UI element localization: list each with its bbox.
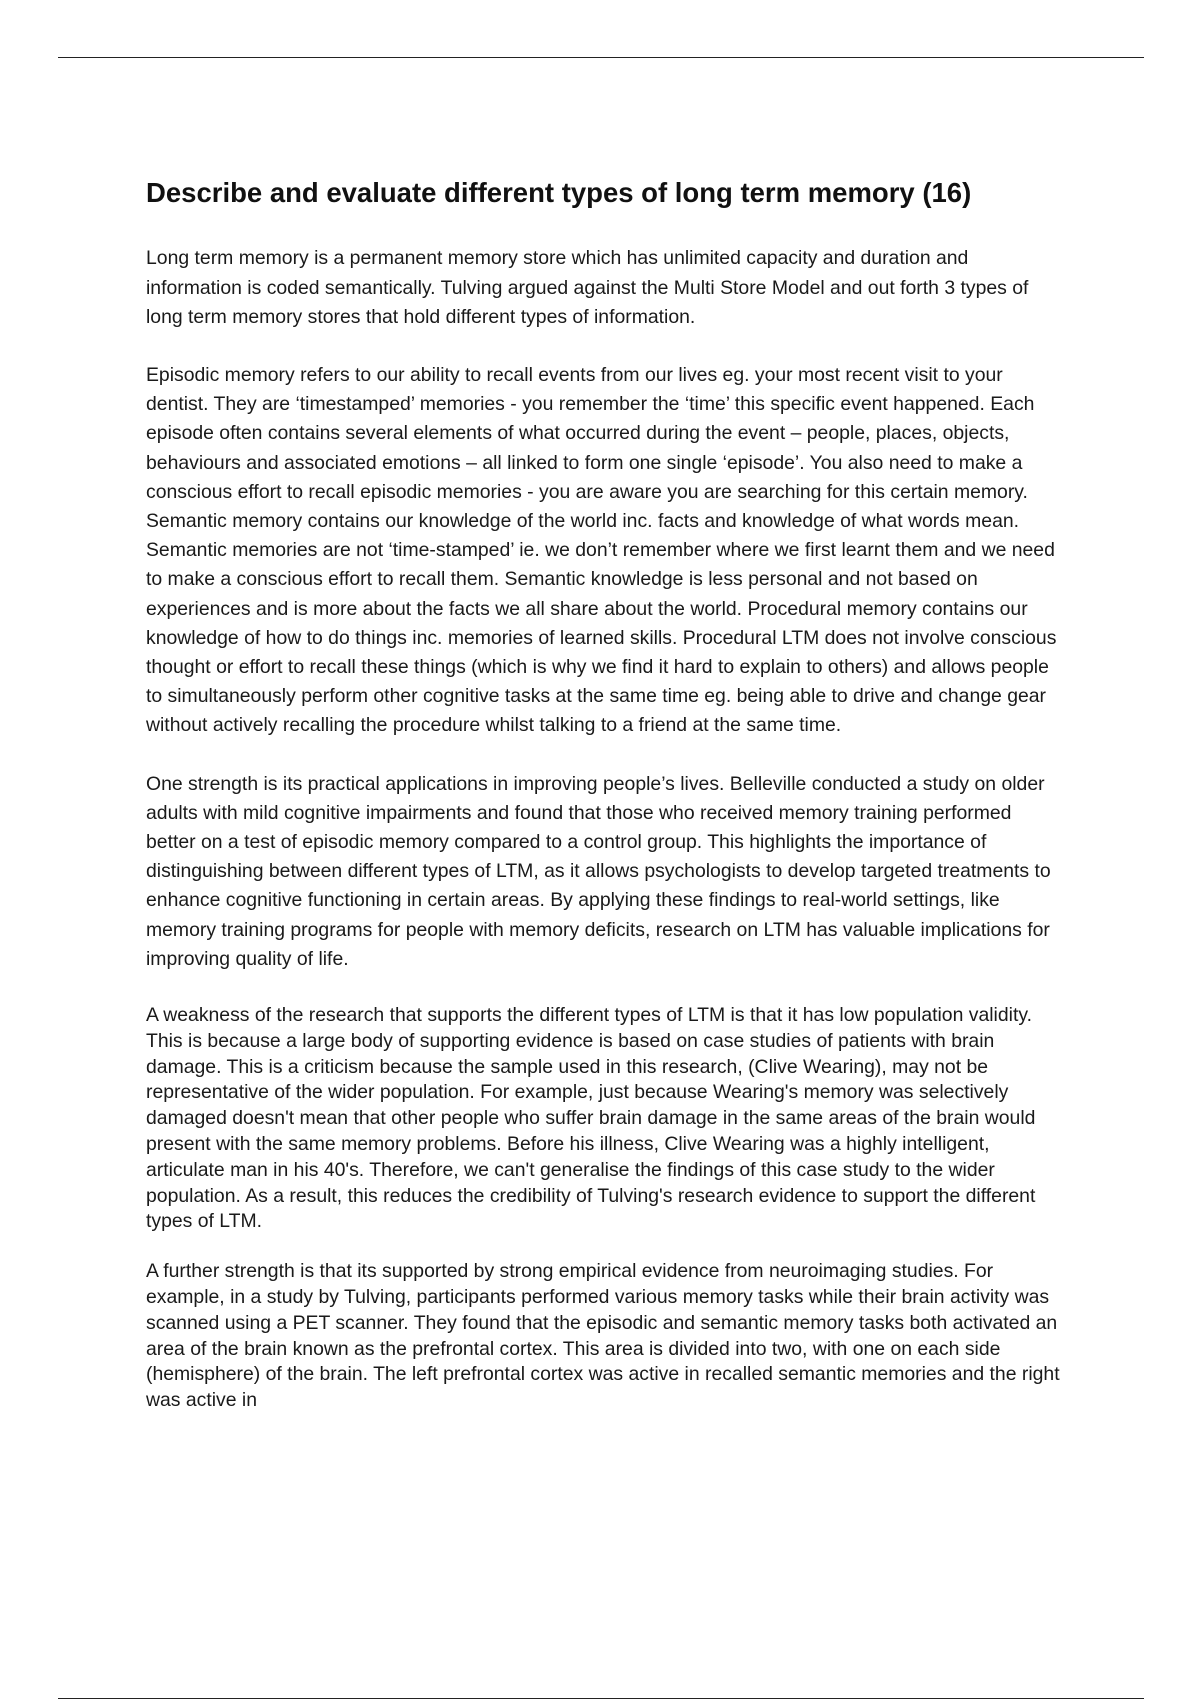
document-body — [146, 176, 1066, 1438]
document-title: Describe and evaluate different types of long term memory (16) — [146, 177, 972, 208]
paragraph-strength-neuroimaging: A further strength is that its supported by strong empirical evidence from neuroimaging studies. For example, in a study by Tulving, participants performed various memory tasks while their brain activity was scanned using a PET scanner. They found that the episodic and semantic memory tasks both activated an area of the brain known as the prefrontal cortex. This area is divided into two, with one on each side (hemisphere) of the brain. The left prefrontal cortex was active in recalled semantic memories and the right was active in — [146, 1260, 1060, 1412]
top-rule — [58, 57, 1144, 58]
paragraph-weakness-validity: A weakness of the research that supports the different types of LTM is that it has low population validity. This is because a large body of supporting evidence is based on case studies of patients with brain damage. This is a criticism because the sample used in this research, (Clive Wearing), may not be representative of the wider population. For example, just because Wearing's memory was selectively damaged doesn't mean that other people who suffer brain damage in the same areas of the brain would present with the same memory problems. Before his illness, Clive Wearing was a highly intelligent, articulate man in his 40's. Therefore, we can't generalise the findings of this case study to the wider population. As a result, this reduces the credibility of Tulving's research evidence to support the different types of LTM. — [146, 1004, 1036, 1233]
paragraph-strength-applications: One strength is its practical applications in improving people’s lives. Belleville conducted a study on older adults with mild cognitive impairments and found that those who received memory training performed better on a test of episodic memory compared to a control group. This highlights the importance of distinguishing between different types of LTM, as it allows psychologists to develop targeted treatments to enhance cognitive functioning in certain areas. By applying these findings to real-world settings, like memory training programs for people with memory deficits, research on LTM has valuable implications for improving quality of life. — [146, 772, 1051, 970]
bottom-rule — [58, 1698, 1144, 1699]
paragraph-introduction: Long term memory is a permanent memory store which has unlimited capacity and duration and information is coded semantically. Tulving argued against the Multi Store Model and out forth 3 types of long term memory stores that hold different types of information. — [146, 247, 1029, 328]
paragraph-description: Episodic memory refers to our ability to recall events from our lives eg. your most recent visit to your dentist. They are ‘timestamped’ memories - you remember the ‘time’ this specific event happened. Each episode often contains several elements of what occurred during the event – people, places, objects, behaviours and associated emotions – all linked to form one single ‘episode’. You also need to make a conscious effort to recall episodic memories - you are aware you are searching for this certain memory. Semantic memory contains our knowledge of the world inc. facts and knowledge of what words mean. Semantic memories are not ‘time-stamped’ ie. we don’t remember where we first learnt them and we need to make a conscious effort to recall them. Semantic knowledge is less personal and not based on experiences and is more about the facts we all share about the world. Procedural memory contains our knowledge of how to do things inc. memories of learned skills. Procedural LTM does not involve conscious thought or effort to recall these things (which is why we find it hard to explain to others) and allows people to simultaneously perform other cognitive tasks at the same time eg. being able to drive and change gear without actively recalling the procedure whilst talking to a friend at the same time. — [146, 363, 1057, 737]
